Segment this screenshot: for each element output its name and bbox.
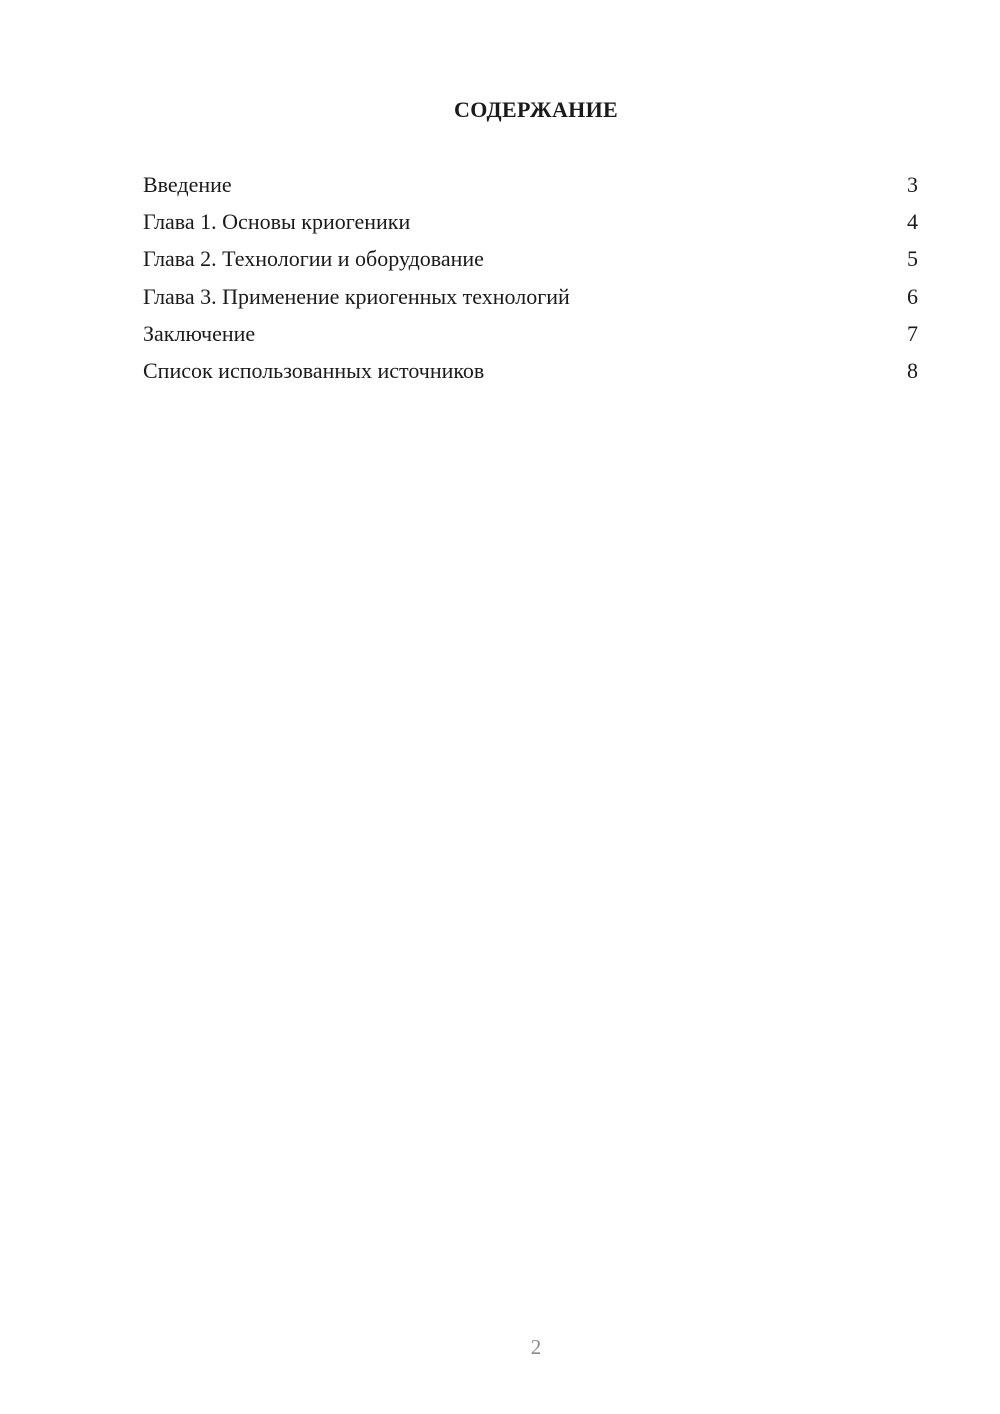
toc-entry-page-number: 8 bbox=[907, 357, 918, 383]
toc-entry-page-number: 6 bbox=[907, 283, 918, 309]
page-number: 2 bbox=[530, 1335, 542, 1359]
toc-entry-title: Заключение bbox=[143, 320, 256, 346]
toc-entry-chapter-2[interactable] bbox=[143, 244, 918, 281]
page-title: СОДЕРЖАНИЕ bbox=[454, 97, 618, 122]
toc-entry-chapter-3[interactable] bbox=[143, 282, 918, 319]
toc-entry-conclusion[interactable] bbox=[143, 319, 918, 356]
toc-entry-chapter-1[interactable] bbox=[143, 207, 918, 244]
toc-entry-page-number: 4 bbox=[907, 209, 918, 235]
toc-entry-page-number: 7 bbox=[907, 320, 918, 346]
toc-entry-title: Список использованных источников bbox=[143, 357, 485, 383]
toc-entry-references[interactable] bbox=[143, 356, 918, 393]
toc-entry-title: Глава 1. Основы криогеники bbox=[143, 209, 411, 235]
table-of-contents bbox=[143, 170, 918, 393]
toc-entry-title: Глава 2. Технологии и оборудование bbox=[143, 246, 484, 272]
toc-entry-page-number: 5 bbox=[907, 246, 918, 272]
toc-entry-page-number: 3 bbox=[907, 172, 918, 197]
toc-entry-title: Введение bbox=[143, 172, 232, 197]
toc-entry-title: Глава 3. Применение криогенных технологий bbox=[143, 283, 570, 309]
toc-entry-introduction[interactable] bbox=[143, 170, 918, 207]
